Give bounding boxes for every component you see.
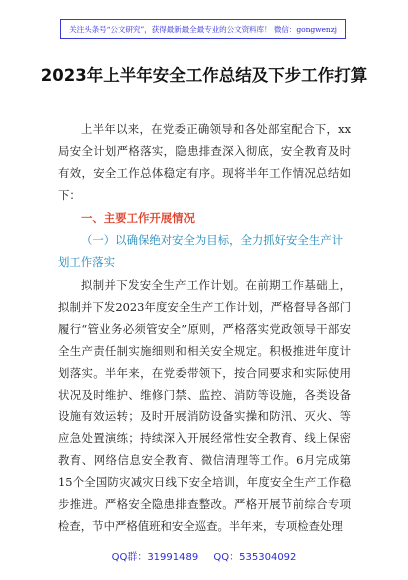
footer-qq: QQ：535304092 (213, 552, 297, 563)
footer-qq-group: QQ群：31991489 (111, 552, 199, 563)
promo-banner (60, 19, 346, 39)
footer-contact (0, 548, 408, 563)
section-heading: 一、主要工作开展情况 (81, 211, 195, 225)
body-paragraph: 拟制并下发安全生产工作计划。在前期工作基础上，拟制并下发2023年度安全生产工作计划，严格督导各部门履行“管业务必须管安全”原则，严格落实党政领导干部安全生产责任制实施细则和相关安全规定。积极推进年度计划落实。半年来，在党委带领下，按合同要求和实际使用状况及时维护、维修门禁、监控、消防等设施，各类设备设施有效运转；及时开展消防设备实操和防汛、灭火、等应急处置演练；持续深入开展经常性安全教育、线上保密教育、网络信息安全教育、微信清理等工作。6月完成第15个全国防灾减灾日线下安全培训，年度安全生产工作稳步推进。严格安全隐患排查整改。严格开展节前综合专项检查，节中严格值班和安全巡查。半年来，专项检查处理 (58, 278, 351, 533)
promo-banner-text: 关注头条号“公文研究”，获得最新最全最专业的公文资料库！ 微信：gongwenzj (69, 24, 337, 34)
intro-paragraph: 上半年以来，在党委正确领导和各处部室配合下，xx局安全计划严格落实，隐患排查深入彻底，安全教育及时有效，安全工作总体稳定有序。现将半年工作情况总结如下： (58, 122, 351, 202)
document-title: 2023年上半年安全工作总结及下步工作打算 (40, 66, 368, 85)
subsection-heading: （一）以确保绝对安全为目标，全力抓好安全生产计划工作落实 (58, 233, 343, 269)
